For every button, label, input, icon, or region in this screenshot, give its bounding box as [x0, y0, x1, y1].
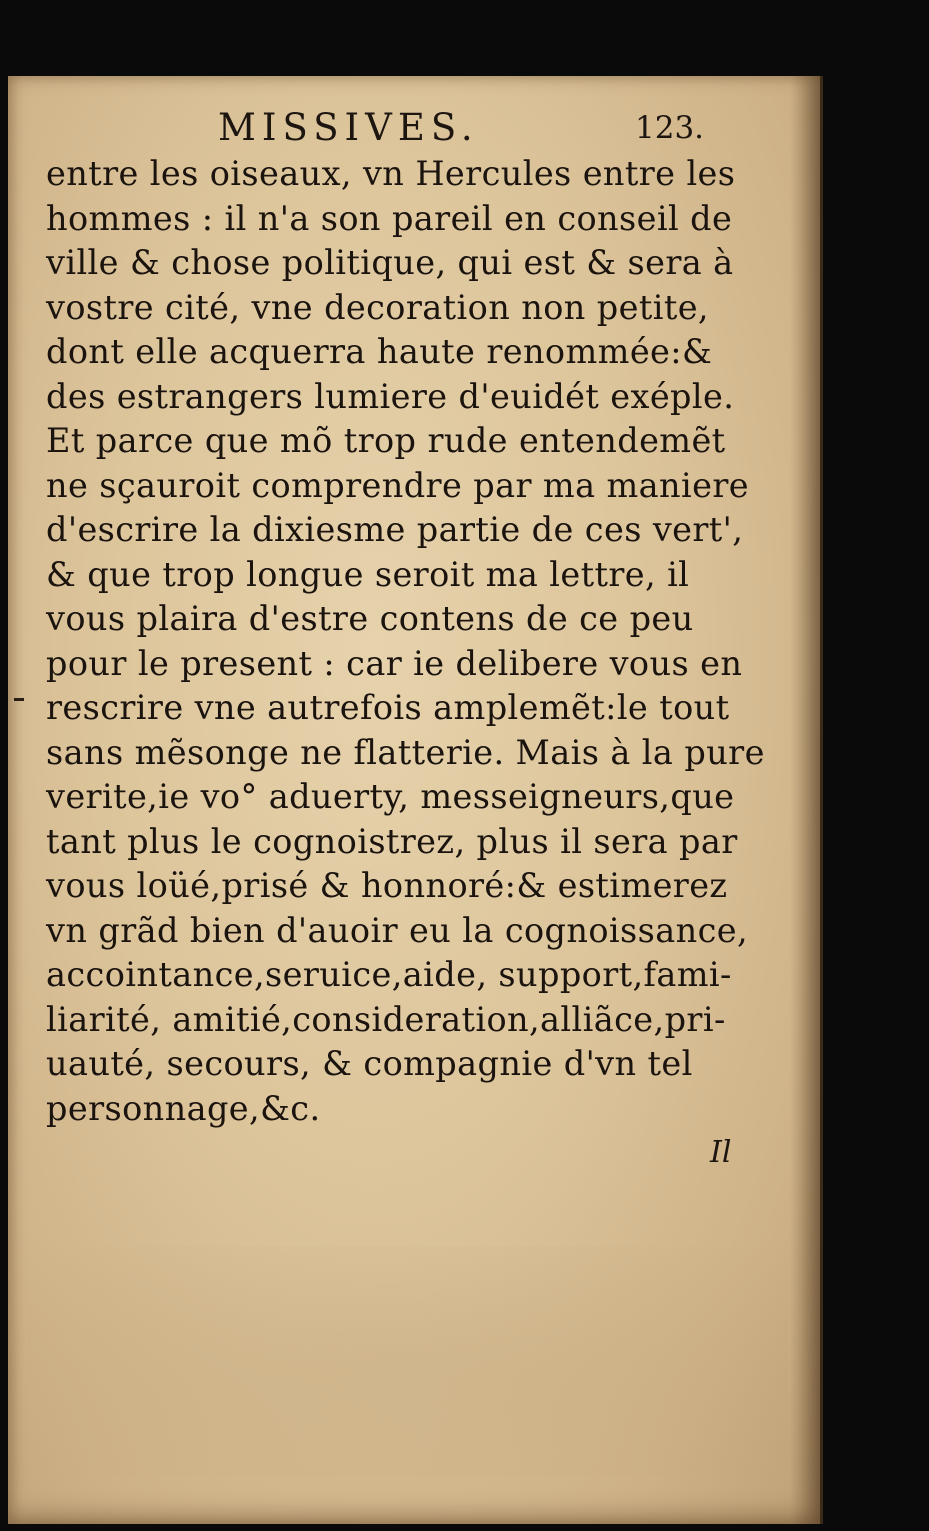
body-text	[46, 152, 765, 1131]
text-line: ville & chose politique, qui est & sera à	[46, 243, 734, 282]
text-line: verite,ie vo° aduerty, messeigneurs,que	[46, 777, 735, 816]
paper-stain	[28, 1246, 788, 1476]
text-line: rescrire vne autrefois amplemẽt:le tout	[46, 688, 730, 727]
text-line: vous loüé,prisé & honnoré:& estimerez	[46, 866, 728, 905]
text-line: entre les oiseaux, vn Hercules entre les	[46, 154, 736, 193]
text-line: liarité, amitié,consideration,alliãce,pri-	[46, 999, 726, 1039]
text-line: personnage,&c.	[46, 1088, 321, 1128]
text-line: vn grãd bien d'auoir eu la cognoissance,	[46, 910, 749, 950]
text-line: d'escrire la dixiesme partie de ces vert',	[46, 510, 744, 549]
text-line: vostre cité, vne decoration non petite,	[46, 287, 709, 327]
text-line: tant plus le cognoistrez, plus il sera par	[46, 821, 738, 861]
page-number: 123.	[635, 110, 705, 146]
spine-shadow	[790, 76, 820, 1524]
text-line: hommes : il n'a son pareil en conseil de	[46, 198, 733, 238]
text-line: uauté, secours, & compagnie d'vn tel	[46, 1044, 693, 1083]
catchword: Il	[710, 1135, 732, 1170]
text-line: des estrangers lumiere d'euidét exéple.	[46, 376, 735, 416]
text-line: pour le present : car ie delibere vous en	[46, 643, 743, 683]
running-title: MISSIVES.	[218, 106, 479, 149]
text-line: & que trop longue seroit ma lettre, il	[46, 554, 690, 594]
text-line: dont elle acquerra haute renommée:&	[46, 332, 713, 371]
text-line: accointance,seruice,aide, support,fami-	[46, 955, 732, 994]
margin-mark	[14, 698, 24, 701]
text-line: ne sçauroit comprendre par ma maniere	[46, 465, 750, 505]
text-line: vous plaira d'estre contens de ce peu	[46, 599, 694, 638]
text-line: Et parce que mõ trop rude entendemẽt	[46, 421, 726, 460]
text-line: sans mẽsonge ne flatterie. Mais à la pure	[46, 732, 765, 772]
